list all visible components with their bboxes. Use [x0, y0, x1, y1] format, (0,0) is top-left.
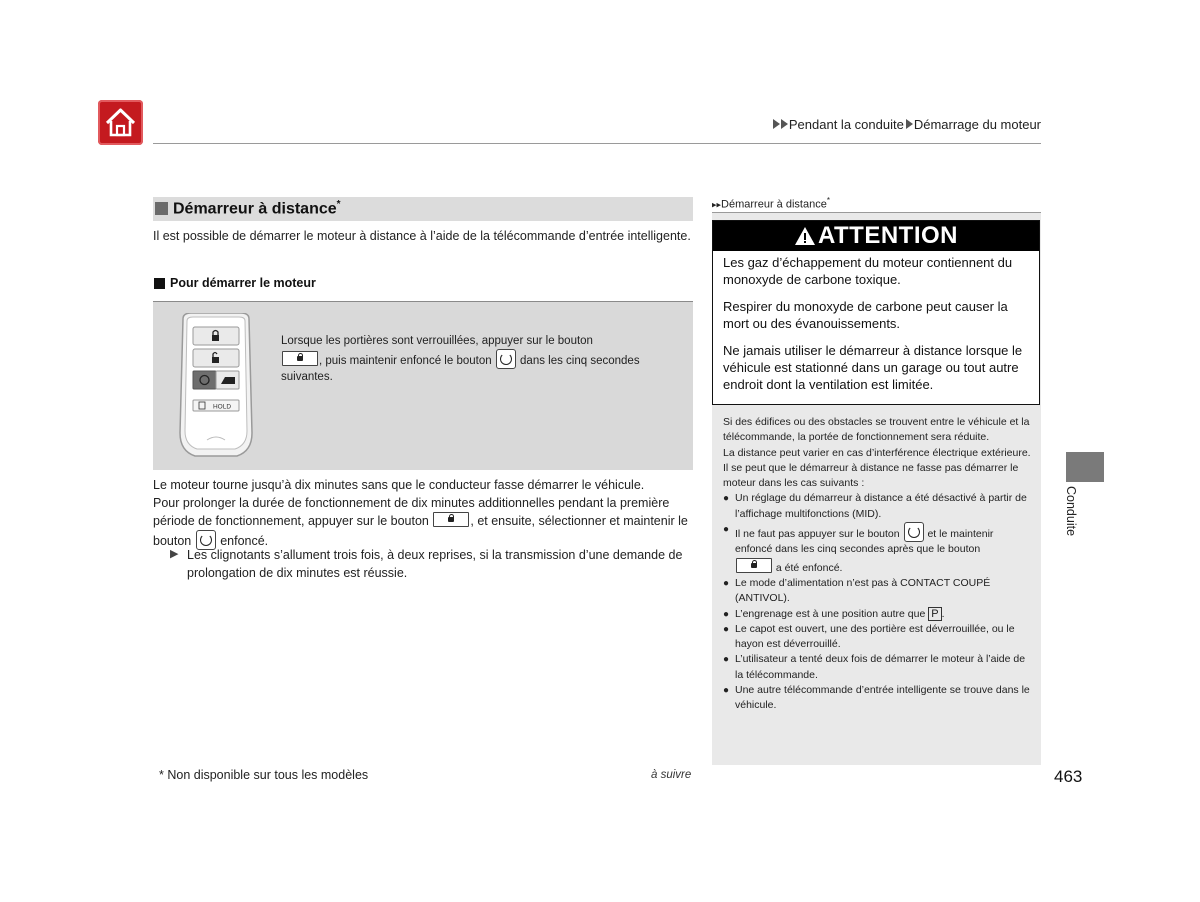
- list-item-text: Le mode d’alimentation n’est pas à CONTACT COUPÉ (ANTIVOL).: [735, 576, 991, 605]
- paragraph-text: Le moteur tourne jusqu’à dix minutes sans que le conducteur fasse démarrer le véhicule.: [153, 478, 645, 492]
- home-button[interactable]: [98, 100, 143, 145]
- footnote: * Non disponible sur tous les modèles: [159, 768, 369, 782]
- paragraph-text: enfoncé.: [220, 534, 269, 548]
- sidebar-note: Si des édifices ou des obstacles se trouvent entre le véhicule et la télécommande, la portée de fonctionnement sera réduite.: [723, 416, 1030, 444]
- subheading: Pour démarrer le moteur: [170, 276, 316, 290]
- subheading-marker: [154, 278, 165, 289]
- list-item-text: Le capot est ouvert, une des portière est déverrouillée, ou le hayon est déverrouillé.: [735, 622, 1015, 651]
- breadcrumb-arrow-icon: [906, 119, 913, 129]
- warning-paragraph: Les gaz d’échappement du moteur contiennent du monoxyde de carbone toxique.: [723, 255, 1013, 287]
- intro-paragraph: Il est possible de démarrer le moteur à distance à l’aide de la télécommande d’entrée intelligente.: [153, 229, 691, 243]
- list-item: [723, 683, 1033, 714]
- home-icon: [98, 100, 143, 145]
- list-item: [723, 607, 1033, 622]
- list-item-text-part: a été enfoncé.: [775, 561, 843, 574]
- reference-arrow-icon: ▸▸: [712, 199, 722, 210]
- sidebar-heading-text: Démarreur à distance: [721, 198, 827, 211]
- key-fob-image: [177, 313, 255, 458]
- list-item-text: [735, 522, 1033, 576]
- bullet-icon: ●: [723, 524, 730, 536]
- paragraph-text: , et ensuite, sélectionner et maintenir le bouton: [153, 514, 688, 548]
- chapter-tab-label[interactable]: Conduite: [1064, 486, 1078, 537]
- list-item-text-part: .: [941, 607, 945, 620]
- remote-start-button-icon: [496, 349, 516, 369]
- warning-title: [713, 221, 1039, 251]
- sidebar-heading: [712, 196, 830, 211]
- section-marker: [155, 202, 168, 215]
- bullet-icon: ●: [723, 608, 730, 620]
- breadcrumb-arrow-icon: [781, 119, 788, 129]
- bullet-icon: ●: [723, 493, 730, 505]
- warning-triangle-icon: [794, 226, 816, 246]
- bullet-icon: ●: [723, 577, 730, 589]
- sidebar-note: La distance peut varier en cas d’interférence électrique extérieure.: [723, 446, 1031, 459]
- sidebar-notes: [723, 415, 1033, 714]
- warning-paragraph: Respirer du monoxyde de carbone peut causer la mort ou des évanouissements.: [723, 299, 1008, 331]
- note-arrow-icon: ▶: [170, 548, 179, 560]
- chapter-tab[interactable]: [1066, 452, 1104, 482]
- list-item: [723, 576, 1033, 607]
- illustration-text: , puis maintenir enfoncé le bouton: [319, 355, 492, 367]
- lock-button-icon: [736, 558, 772, 573]
- fob-hold-label: HOLD: [212, 403, 232, 411]
- bullet-icon: ●: [723, 623, 730, 635]
- section-title: [173, 199, 341, 218]
- continued-label: à suivre: [651, 769, 692, 781]
- list-item-text-part: et le maintenir enfoncé dans les cinq secondes après que le bouton: [735, 528, 994, 556]
- remote-start-button-icon: [904, 522, 924, 542]
- bullet-icon: ●: [723, 654, 730, 666]
- illustration-text: dans les cinq secondes suivantes.: [281, 355, 640, 383]
- warning-paragraph: Ne jamais utiliser le démarreur à distance lorsque le véhicule est stationné dans un garage ou tout autre endroit dont la ventilation est limitée.: [723, 343, 1023, 392]
- breadcrumb-item[interactable]: Démarrage du moteur: [913, 117, 1041, 132]
- bullet-icon: ●: [723, 685, 730, 697]
- paragraph-text: Pour prolonger la durée de fonctionnement de dix minutes additionnelles pendant la première période de fonctionnement, appuyer sur le bouton: [153, 496, 670, 528]
- section-title-text: Démarreur à distance: [173, 200, 337, 218]
- breadcrumb: [773, 117, 1041, 132]
- list-item-text-part: L’engrenage est à une position autre que: [735, 607, 926, 620]
- sidebar-note: Il se peut que le démarreur à distance ne fasse pas démarrer le moteur dans les cas suivants :: [723, 461, 1019, 490]
- list-item: [723, 622, 1033, 653]
- lock-button-icon: [433, 512, 469, 527]
- warning-title-text: ATTENTION: [817, 222, 959, 249]
- list-item-text: L’utilisateur a tenté deux fois de démarrer le moteur à l’aide de la télécommande.: [735, 653, 1026, 681]
- page-number: 463: [1054, 767, 1083, 786]
- list-item-text: [735, 607, 945, 622]
- list-item-text-part: Il ne faut pas appuyer sur le bouton: [735, 528, 900, 541]
- list-item-text: Une autre télécommande d’entrée intelligente se trouve dans le véhicule.: [735, 684, 1030, 712]
- list-item: [723, 491, 1033, 522]
- illustration-text: Lorsque les portières sont verrouillées, appuyer sur le bouton: [281, 335, 593, 347]
- illustration-instructions: [281, 333, 641, 385]
- footnote-mark: *: [336, 199, 341, 210]
- main-paragraph: [153, 476, 698, 550]
- header-divider: [153, 143, 1041, 144]
- park-gear-icon: P: [928, 607, 941, 621]
- lock-button-icon: [282, 351, 318, 366]
- list-item-text: Un réglage du démarreur à distance a été désactivé à partir de l’affichage multifonctions (MID).: [735, 492, 1027, 520]
- list-item: [723, 522, 1033, 576]
- list-item: [723, 652, 1033, 683]
- footnote-mark: *: [826, 196, 830, 205]
- breadcrumb-arrow-icon: [773, 119, 780, 129]
- breadcrumb-item[interactable]: Pendant la conduite: [788, 117, 904, 132]
- note-text: Les clignotants s’allument trois fois, à deux reprises, si la transmission d’une demande de prolongation de dix minutes est réussie.: [187, 548, 683, 580]
